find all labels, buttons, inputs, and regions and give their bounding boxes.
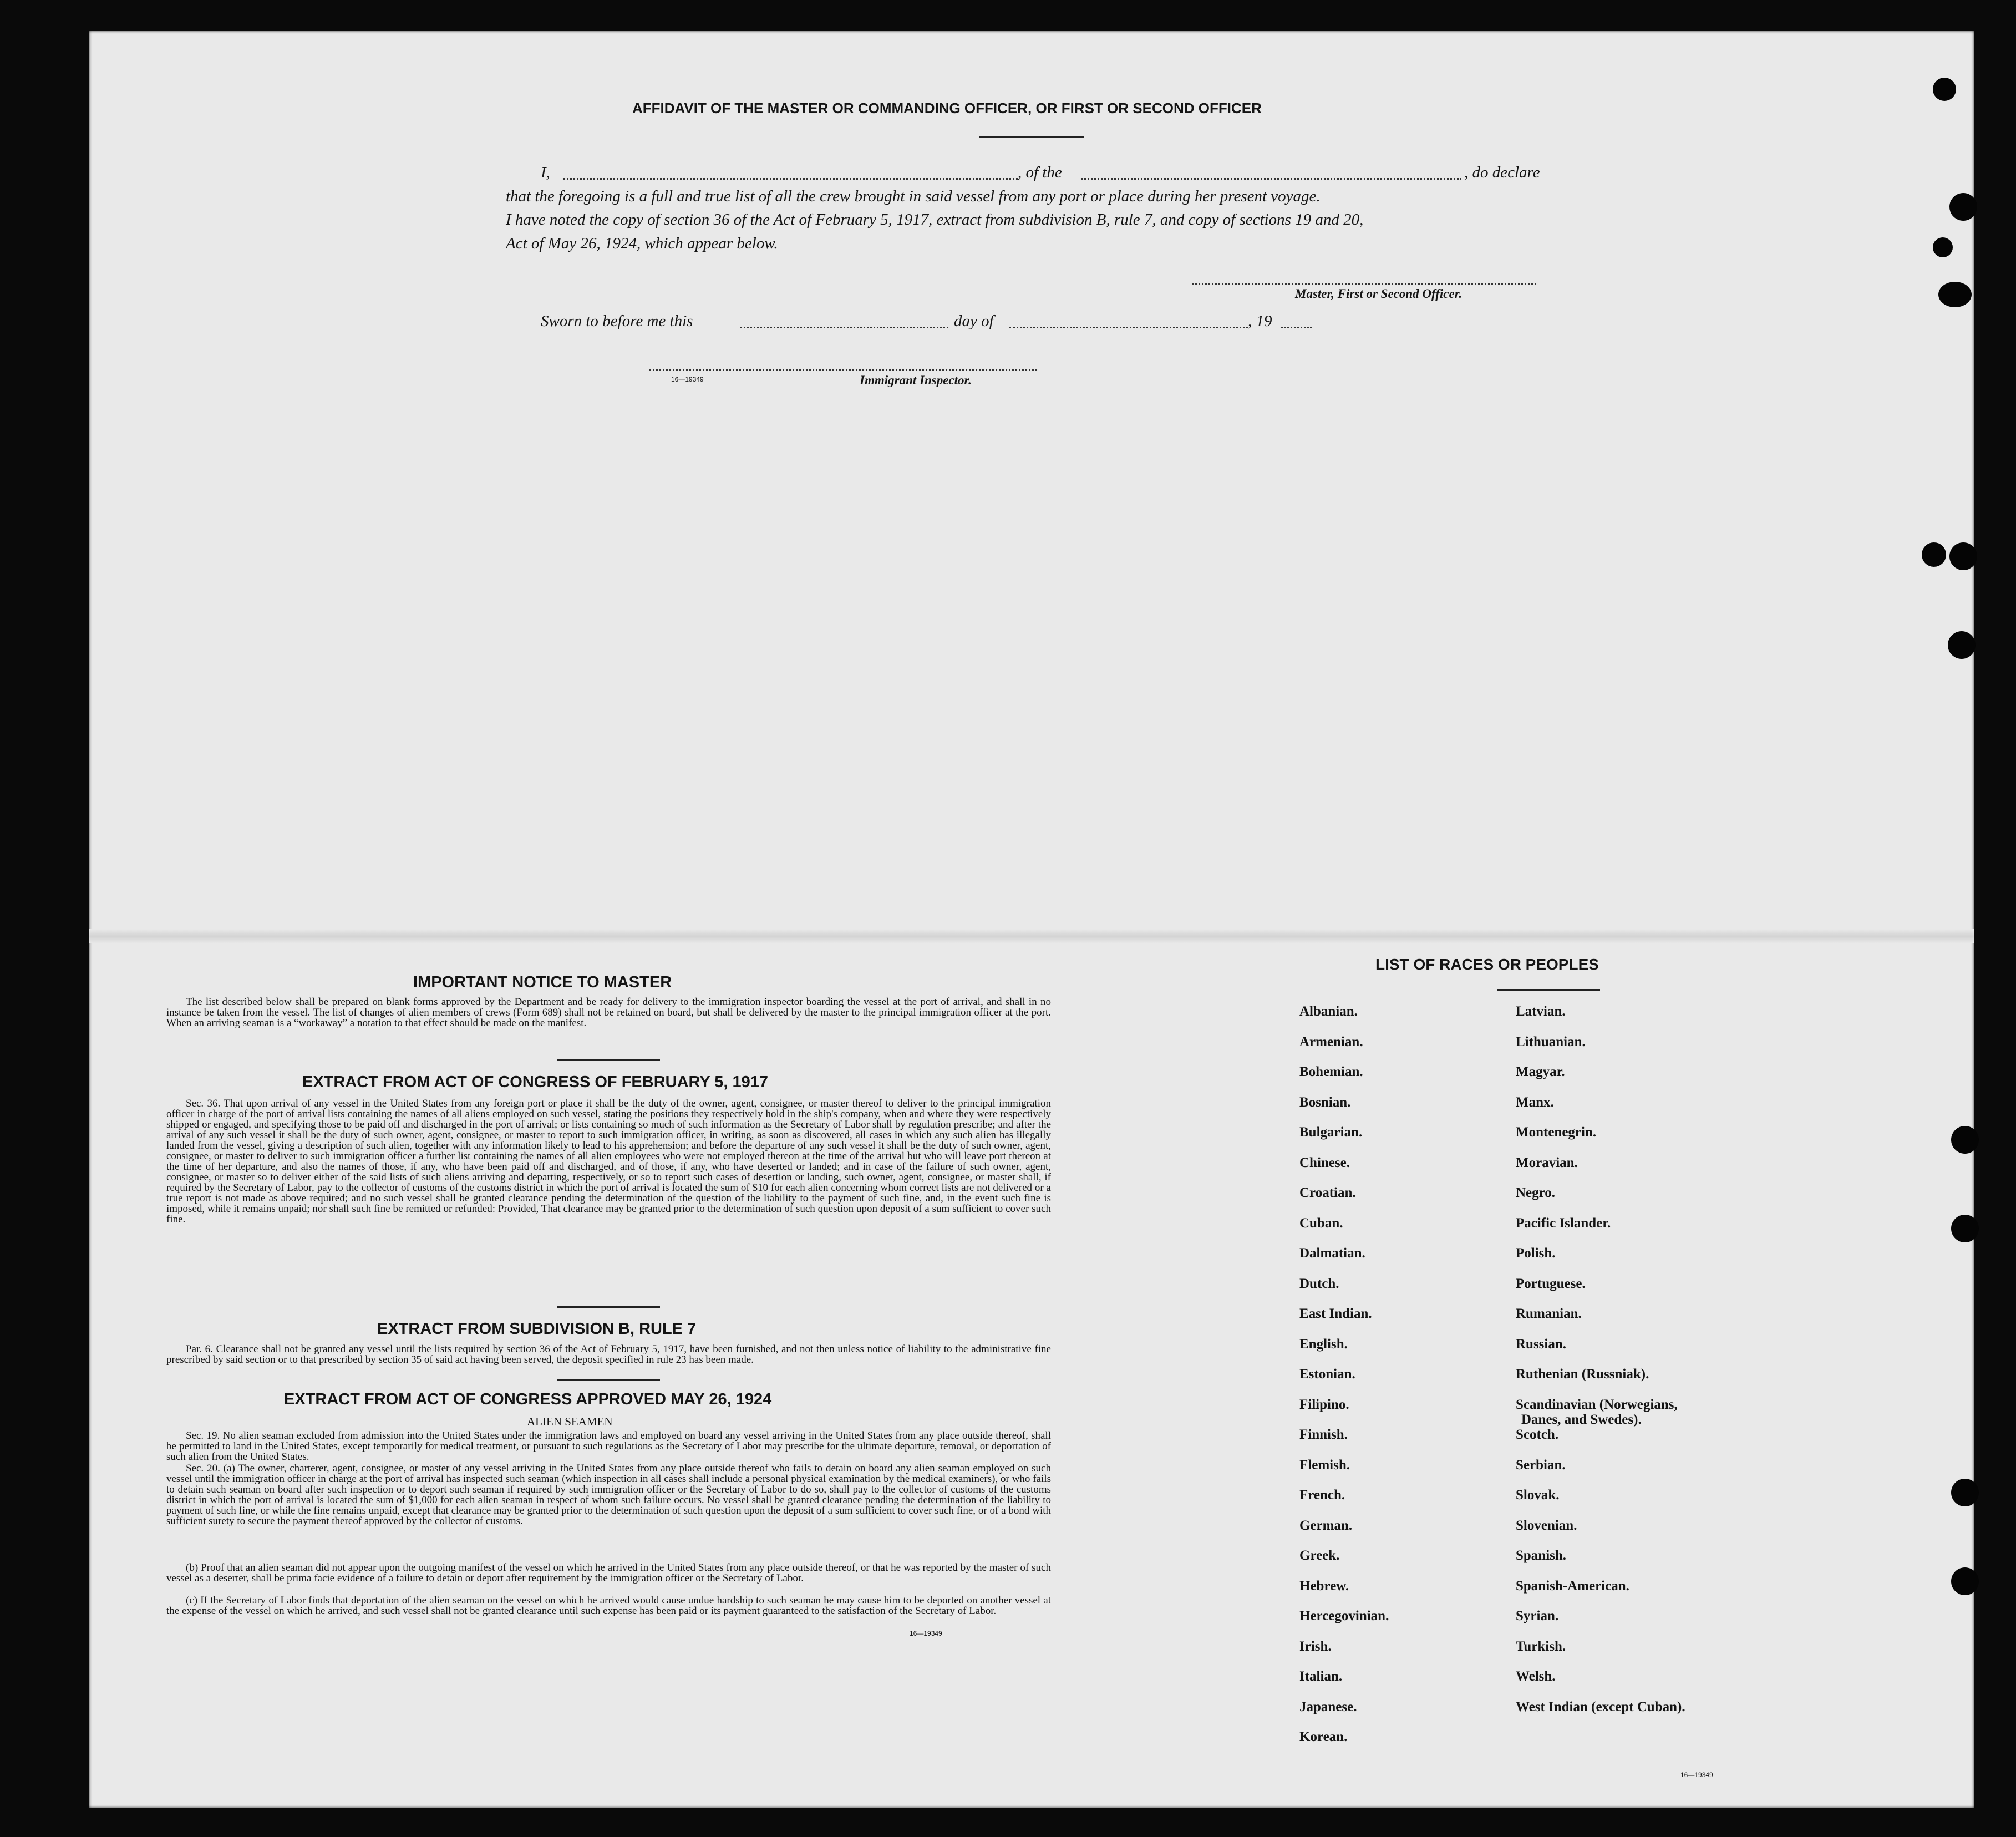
race-item: Rumanian. (1516, 1306, 1582, 1321)
name-blank (563, 178, 1018, 180)
affidavit-title-rule (979, 136, 1084, 138)
race-item: Slovenian. (1516, 1518, 1577, 1533)
affidavit-of-the-label: , of the (1018, 164, 1062, 181)
extract-form-number: 16—19349 (910, 1630, 942, 1637)
race-item: Moravian. (1516, 1155, 1578, 1170)
race-item: Turkish. (1516, 1638, 1566, 1654)
race-item: Russian. (1516, 1336, 1567, 1352)
race-item: French. (1299, 1488, 1345, 1503)
race-item: Montenegrin. (1516, 1125, 1597, 1140)
punch-hole (1951, 1479, 1979, 1506)
race-item: Serbian. (1516, 1457, 1566, 1473)
race-item: Dutch. (1299, 1276, 1339, 1291)
extract-rule7-rule (557, 1379, 660, 1381)
punch-hole (1933, 78, 1956, 101)
year-prefix: , 19 (1248, 312, 1272, 330)
race-item: Portuguese. (1516, 1276, 1586, 1291)
affidavit-line-2: that the foregoing is a full and true list of all the crew brought in said vessel from any port or place during her present voyage. (506, 187, 1321, 205)
extract-1917-title: EXTRACT FROM ACT OF CONGRESS OF FEBRUARY 5, 1917 (302, 1073, 769, 1091)
race-item: Hebrew. (1299, 1578, 1349, 1594)
affidavit-do-declare: , do declare (1464, 164, 1540, 181)
race-item: Manx. (1516, 1094, 1554, 1110)
punch-hole (1951, 1126, 1979, 1154)
inspector-signature-blank (649, 369, 1037, 371)
master-signature-blank (1192, 283, 1536, 285)
race-item: Albanian. (1299, 1004, 1358, 1019)
race-item: Korean. (1299, 1729, 1348, 1744)
document-sheet (89, 31, 1974, 1808)
race-item: Chinese. (1299, 1155, 1350, 1170)
race-item: Bulgarian. (1299, 1125, 1363, 1140)
race-item: Spanish. (1516, 1548, 1567, 1563)
race-item: Ruthenian (Russniak). (1516, 1367, 1649, 1382)
race-item: Finnish. (1299, 1427, 1348, 1442)
race-item: Slovak. (1516, 1488, 1560, 1503)
race-item: Bosnian. (1299, 1094, 1351, 1110)
extract-rule7-title: EXTRACT FROM SUBDIVISION B, RULE 7 (377, 1320, 697, 1338)
extract-1924-sec20b: (b) Proof that an alien seaman did not appear upon the outgoing manifest of the vessel on which he arrived in the United States from any place outside thereof, or that he was reported by the master of such vessel as a deserter, shall be prima facie evidence of a failure to detain or deport after requirement by the immigration officer or the Secretary of Labor. (166, 1562, 1051, 1584)
punch-hole (1933, 237, 1953, 257)
extract-1924-sec20a: Sec. 20. (a) The owner, charterer, agent, consignee, or master of any vessel arriving in the United States from any place outside thereof who fails to detain on board any alien seaman employed on such vessel until the immigration officer in charge at the port of arrival has inspected such seaman (which inspection in all cases shall include a personal physical examination by the medical examiners), or who fails to detain such seaman on board after such inspection or to deport such seaman if required by such immigration officer or the Secretary of Labor to do so, shall pay to the collector of customs of the customs district in which the port of arrival is located the sum of $1,000 for each alien seaman in respect of whom such failure occurs. No vessel shall be granted clearance pending the determination of the liability to payment of such fine, or while the fine remains unpaid, except that clearance may be granted prior to the determination of such question upon the deposit of a sum sufficient to cover such fine, or of a bond with sufficient surety to secure the payment thereof approved by the collector of customs. (166, 1463, 1051, 1527)
race-item: Latvian. (1516, 1004, 1566, 1019)
race-item: East Indian. (1299, 1306, 1372, 1321)
extract-1917-rule (557, 1306, 660, 1308)
race-item: Hercegovinian. (1299, 1608, 1389, 1623)
race-item: West Indian (except Cuban). (1516, 1699, 1685, 1714)
race-item: Magyar. (1516, 1064, 1565, 1079)
affidavit-line-1 (541, 164, 1656, 186)
race-item: Danes, and Swedes). (1521, 1412, 1642, 1427)
extract-1924-title: EXTRACT FROM ACT OF CONGRESS APPROVED MAY 26, 1924 (284, 1391, 772, 1408)
race-item: Estonian. (1299, 1367, 1355, 1382)
race-item: Greek. (1299, 1548, 1340, 1563)
race-item: Lithuanian. (1516, 1034, 1586, 1049)
sworn-label: Sworn to before me this (541, 312, 693, 330)
race-item: Bohemian. (1299, 1064, 1363, 1079)
race-item: Japanese. (1299, 1699, 1357, 1714)
race-item: Scotch. (1516, 1427, 1559, 1442)
master-signature-label: Master, First or Second Officer. (1295, 287, 1463, 301)
punch-hole (1951, 1567, 1979, 1595)
notice-rule (557, 1059, 660, 1061)
punch-hole (1922, 542, 1946, 567)
race-item: Flemish. (1299, 1457, 1350, 1473)
race-item: Armenian. (1299, 1034, 1363, 1049)
race-item: Filipino. (1299, 1397, 1349, 1412)
extract-1924-sec19: Sec. 19. No alien seaman excluded from admission into the United States under the immigration laws and employed on board any vessel arriving in the United States from any place outside thereof, shall be permitted to land in the United States, except temporarily for medical treatment, or pursuant to such regulations as the Secretary of Labor may prescribe for the ultimate departure, removal, or deportation of such alien from the United States. (166, 1430, 1051, 1463)
races-form-number: 16—19349 (1680, 1771, 1713, 1779)
affidavit-line-3: I have noted the copy of section 36 of the Act of February 5, 1917, extract from subdivision B, rule 7, and copy of sections 19 and 20, (506, 211, 1364, 229)
race-item: Negro. (1516, 1185, 1556, 1200)
notice-title: IMPORTANT NOTICE TO MASTER (413, 973, 672, 991)
races-column-1 (1299, 1004, 1389, 1760)
extract-1917-body: Sec. 36. That upon arrival of any vessel in the United States from any foreign port or place it shall be the duty of the owner, agent, consignee, or master thereof to deliver to the principal immigration officer in charge of the port of arrival lists containing the names of all aliens employed on such vessel, stating the positions they respectively hold in the ship's company, when and where they were respectively shipped or engaged, and specifying those to be paid off and discharged in the port of arrival; or lists containing so much of such information as the Secretary of Labor shall by regulation prescribe; and after the arrival of any such vessel it shall be the duty of such owner, agent, consignee, or master to report to such immigration officer, in writing, as soon as discovered, all cases in which any such alien has illegally landed from the vessel, giving a description of such alien, together with any information likely to lead to his apprehension; and before the departure of any such vessel it shall be the duty of such owner, agent, consignee, or master to deliver to such immigration officer a further list containing the names of all alien employees who were not employed thereon at the time of the arrival but who will leave port thereon at the time of her departure, and also the names of those, if any, who have been paid off and discharged, and of those, if any, who have deserted or landed; and in case of the failure of such owner, agent, consignee, or master so to deliver either of the said lists of such aliens arriving and departing, respectively, or so to report such cases of desertion or landing, such owner, agent, consignee, or master shall, if required by the Secretary of Labor, pay to the collector of customs of the customs district in which the port of arrival is located the sum of $10 for each alien concerning whom correct lists are not delivered or a true report is not made as above required; and no such vessel shall be granted clearance pending the determination of the question of the liability to the payment of such fine, and, in the event such fine is imposed, while it remains unpaid; nor shall such fine be remitted or refunded: Provided, That clearance may be granted prior to the determination of such question upon deposit of a sum sufficient to cover such fine. (166, 1098, 1051, 1225)
affidavit-i-label: I, (541, 164, 550, 181)
vessel-blank (1081, 178, 1461, 180)
inspector-label: Immigrant Inspector. (860, 373, 972, 387)
extract-rule7-body: Par. 6. Clearance shall not be granted any vessel until the lists required by section 36 of the Act of February 5, 1917, have been furnished, and not then unless notice of liability to the administrative fine prescribed by said section or to that prescribed by section 35 of said act having been served, the deposit specified in rule 23 has been made. (166, 1343, 1051, 1366)
race-item: Syrian. (1516, 1608, 1559, 1623)
races-title-rule (1497, 989, 1600, 991)
race-item: Cuban. (1299, 1215, 1343, 1231)
race-item: Polish. (1516, 1246, 1556, 1261)
sworn-line (541, 312, 1406, 334)
extract-1924-subtitle: ALIEN SEAMEN (527, 1415, 613, 1428)
race-item: Spanish-American. (1516, 1578, 1629, 1594)
races-column-2 (1516, 1004, 1685, 1729)
sworn-day-blank (740, 327, 948, 328)
punch-hole (1949, 193, 1977, 221)
race-item: Scandinavian (Norwegians, (1516, 1397, 1678, 1412)
extract-1924-sec20c: (c) If the Secretary of Labor finds that deportation of the alien seaman on the vessel on which he arrived would cause undue hardship to such seaman he may cause him to be deported on another vessel at the expense of the vessel on which he arrived, and such vessel shall not be granted clearance until such expense has been paid or its payment guaranteed to the satisfaction of the Secretary of Labor. (166, 1595, 1051, 1617)
punch-hole (1949, 542, 1977, 570)
race-item: Croatian. (1299, 1185, 1356, 1200)
race-item: Dalmatian. (1299, 1246, 1365, 1261)
affidavit-title: AFFIDAVIT OF THE MASTER OR COMMANDING OFFICER, OR FIRST OR SECOND OFFICER (632, 100, 1262, 116)
race-item: Italian. (1299, 1669, 1343, 1684)
sworn-month-blank (1009, 327, 1248, 328)
punch-hole (1948, 631, 1976, 659)
race-item: Welsh. (1516, 1669, 1556, 1684)
day-of-label: day of (954, 312, 994, 330)
punch-hole (1951, 1215, 1979, 1242)
sworn-year-blank (1281, 327, 1312, 328)
races-title: LIST OF RACES OR PEOPLES (1375, 956, 1599, 973)
race-item: Irish. (1299, 1638, 1332, 1654)
race-item: German. (1299, 1518, 1353, 1533)
race-item: Pacific Islander. (1516, 1215, 1611, 1231)
page-fold (89, 929, 1974, 943)
punch-hole (1938, 282, 1972, 307)
race-item: English. (1299, 1336, 1348, 1352)
affidavit-form-number: 16—19349 (671, 375, 704, 383)
notice-body: The list described below shall be prepared on blank forms approved by the Department and be ready for delivery to the immigration inspector boarding the vessel at the port of arrival, and shall in no instance be taken from the vessel. The list of changes of alien members of crews (Form 689) shall not be retained on board, but shall be delivered by the master to the principal immigration officer at the port. When an arriving seaman is a “workaway” a notation to that effect should be made on the manifest. (166, 996, 1051, 1029)
affidavit-line-4: Act of May 26, 1924, which appear below. (506, 235, 778, 252)
